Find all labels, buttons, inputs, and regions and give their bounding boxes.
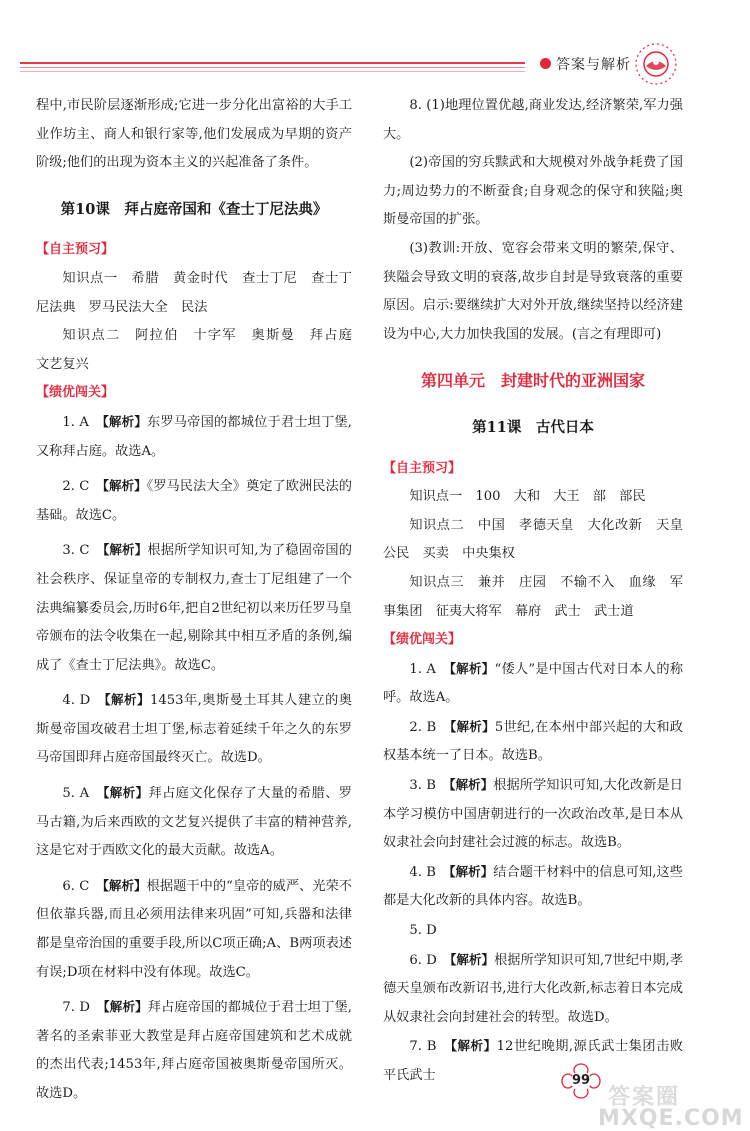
- section-tag-preview: 【自主预习】: [383, 460, 462, 476]
- answer-item: 1. A 【解析】“倭人”是中国古代对日本人的称呼。故选A。: [383, 660, 684, 706]
- answer-item: 5. D: [409, 923, 437, 939]
- header-rule: [20, 71, 525, 72]
- watermark: [590, 1082, 750, 1130]
- answer-item: 3. C 【解析】根据所学知识可知,为了稳固帝国的社会秩序、保证皇帝的专制权力,查士丁尼组建了一个法典编纂委员会,历时6年,把自2世纪初以来历任罗马皇帝颁布的法令收集在一起,剔除其中相互矛盾的条例,编成了《查士丁尼法典》。故选C。: [36, 542, 352, 673]
- answer-8-part-3: (3)教训:开放、宽容会带来文明的繁荣,保守、狭隘会导致文明的衰落,故步自封是导致衰落的重要原因。启示:要继续扩大对外开放,继续坚持以经济建设为中心,大力加快我国的发展。(言之有理即可): [383, 240, 683, 342]
- knowledge-point-1: 知识点一 100 大和 大王 部 部民: [409, 489, 646, 505]
- section-tag-preview: 【自主预习】: [36, 242, 115, 258]
- answer-8-part-1: 8. (1)地理位置优越,商业发达,经济繁荣,军力强大。: [383, 98, 683, 142]
- knowledge-point-1: 知识点一 希腊 黄金时代 查士丁尼 查士丁尼法典 罗马民法大全 民法: [36, 270, 352, 315]
- knowledge-point-3: 知识点三 兼并 庄园 不输不入 血缘 军事集团 征夷大将军 幕府 武士 武士道: [383, 574, 683, 619]
- lesson-10-title: 第10课 拜占庭帝国和《查士丁尼法典》: [60, 200, 328, 218]
- unit-4-title: 第四单元 封建时代的亚洲国家: [420, 371, 645, 391]
- watermark-url: MXQE.COM: [598, 1106, 744, 1131]
- answer-item: 2. C 【解析】《罗马民法大全》奠定了欧洲民法的基础。故选C。: [36, 478, 352, 523]
- header-dot-icon: [540, 58, 551, 69]
- section-tag-excel: 【绩优闯关】: [36, 385, 115, 401]
- knowledge-point-2: 知识点二 阿拉伯 十字军 奥斯曼 拜占庭 文艺复兴: [36, 328, 366, 372]
- answer-item: 2. B 【解析】5世纪,在本州中部兴起的大和政权基本统一了日本。故选B。: [383, 718, 683, 764]
- answer-8-part-2: (2)帝国的穷兵黩武和大规模对外战争耗费了国力;周边势力的不断蚕食;自身观念的保守和狭隘;奥斯曼帝国的扩张。: [383, 155, 683, 228]
- header-rule: [20, 62, 525, 64]
- answer-item: 4. D 【解析】1453年,奥斯曼土耳其人建立的奥斯曼帝国攻破君士坦丁堡,标志着延续千年之久的东罗马帝国即拜占庭帝国最终灭亡。故选D。: [36, 692, 352, 766]
- answer-item: 5. A 【解析】拜占庭文化保存了大量的希腊、罗马古籍,为后来西欧的文艺复兴提供了丰富的精神营养,这是它对于西欧文化的最大贡献。故选A。: [36, 785, 352, 859]
- decorative-sun-icon: [632, 40, 680, 88]
- answer-item: 6. D 【解析】根据所学知识可知,7世纪中期,孝德天皇颁布改新诏书,进行大化改新,标志着日本完成从奴隶社会向封建社会的转型。故选D。: [383, 951, 683, 1025]
- paragraph: 程中,市民阶层逐渐形成;它进一步分化出富裕的大手工业作坊主、商人和银行家等,他们发展成为早期的资产阶级;他们的出现为资本主义的兴起准备了条件。: [36, 98, 352, 171]
- lesson-11-title: 第11课 古代日本: [472, 418, 594, 436]
- answer-item: 3. B 【解析】根据所学知识可知,大化改新是日本学习模仿中国唐朝进行的一次政治改革,是日本从奴隶社会向封建社会过渡的标志。故选B。: [383, 777, 683, 851]
- page-number: 99: [571, 1073, 591, 1088]
- answer-item: 6. C 【解析】根据题干中的“皇帝的威严、光荣不但依靠兵器,而且必须用法律来巩固”可知,兵器和法律都是皇帝治国的重要手段,所以C项正确;A、B两项表述有误;D项在材料中没有体现。故选C。: [36, 877, 352, 980]
- knowledge-point-2: 知识点二 中国 孝德天皇 大化改新 天皇 公民 买卖 中央集权: [383, 517, 697, 562]
- answer-item: 7. B 【解析】12世纪晚期,源氏武士集团击败平氏武士: [383, 1038, 683, 1083]
- answer-item: 4. B 【解析】结合题干材料中的信息可知,这些都是大化改新的具体内容。故选B。: [383, 863, 683, 909]
- answer-item: 7. D 【解析】拜占庭帝国的都城位于君士坦丁堡,著名的圣索菲亚大教堂是拜占庭帝国建筑和艺术成就的杰出代表;1453年,拜占庭帝国被奥斯曼帝国所灭。故选D。: [36, 999, 352, 1101]
- right-column: [383, 92, 697, 1091]
- page-header: [0, 0, 750, 90]
- watermark-text: 答案圈: [608, 1085, 681, 1110]
- header-title: 答案与解析: [556, 57, 631, 73]
- answer-item: 1. A 【解析】东罗马帝国的都城位于君士坦丁堡,又称拜占庭。故选A。: [36, 413, 352, 459]
- section-tag-excel: 【绩优闯关】: [383, 632, 462, 648]
- left-column: [36, 92, 366, 1109]
- header-rule: [20, 67, 525, 68]
